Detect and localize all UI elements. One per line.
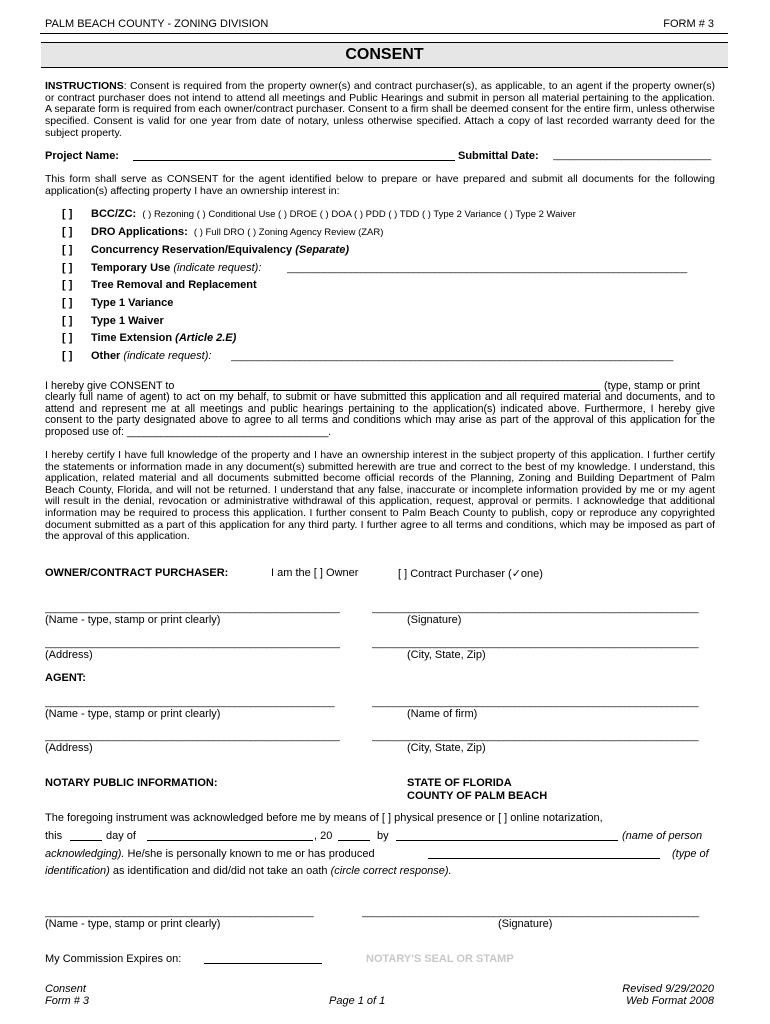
checklist-bcc [91,208,576,220]
agent-city-caption: (City, State, Zip) [407,742,486,754]
notary-oath: as identification and did/did not take an oath [109,865,331,877]
notary-commission-field[interactable] [204,963,322,964]
footer-right-2: Web Format 2008 [626,995,714,1007]
header-rule [40,33,728,34]
footer-left-2: Form # 3 [45,995,90,1007]
consent-body [45,392,715,439]
submittal-date-field[interactable]: ______________________________ [553,150,711,161]
checklist-concurrency [91,244,349,256]
notary-person-field[interactable] [396,840,618,841]
notary-signature-field[interactable]: ________________________________________________________________ [362,907,699,918]
owner-signature-field[interactable]: ______________________________________________________________ [372,603,699,614]
checklist-type1-waiver: Type 1 Waiver [91,315,164,327]
checklist-dro [91,226,383,238]
notary-county: COUNTY OF PALM BEACH [407,790,548,802]
title-bar [41,42,728,68]
other-label: Other [91,350,121,362]
project-name-field[interactable] [133,160,455,161]
notary-by: by [377,830,389,842]
concurrency-label: Concurrency Reservation/Equivalency [91,244,293,256]
page-title: CONSENT [345,46,424,63]
owner-label: OWNER/CONTRACT PURCHASER: [45,567,229,579]
bcc-options: ( ) Rezoning ( ) Conditional Use ( ) DROE ( ) DOA ( ) PDD ( ) TDD ( ) Type 2 Variance ( ) Type 2 Waiver [142,209,576,220]
notary-line1: The foregoing instrument was acknowledged before me by means of [ ] physical presence or [ ] online notarization, [45,812,603,824]
notary-identification: identification) [45,865,110,877]
dro-options: ( ) Full DRO ( ) Zoning Agency Review (ZAR) [193,227,384,238]
notary-commission-label: My Commission Expires on: [45,953,182,965]
checkbox-bcc[interactable]: [ ] [62,208,73,220]
agent-name-field-2[interactable]: _______________________________________________________ [45,697,335,708]
notary-type-of: (type of [672,848,709,860]
owner-address-field[interactable]: ________________________________________________________ [45,638,340,649]
checkbox-tree[interactable]: [ ] [62,279,73,291]
owner-address-caption: (Address) [45,649,93,661]
notary-id-field[interactable] [428,858,660,859]
agent-city-field[interactable]: ______________________________________________________________ [372,731,699,742]
checkbox-type1-variance[interactable]: [ ] [62,297,73,309]
agent-label: AGENT: [45,672,86,684]
notary-month-field[interactable] [147,840,313,841]
proposed-use-field[interactable]: ____________________________________. [126,426,331,439]
checklist-temporary-use [91,262,261,274]
agent-firm-field[interactable]: ______________________________________________________________ [372,697,699,708]
checkbox-time-extension[interactable]: [ ] [62,332,73,344]
notary-line3 [45,848,375,860]
temporary-use-note: (indicate request): [173,262,262,274]
owner-iam[interactable]: I am the [ ] Owner [271,567,359,579]
checkbox-temporary-use[interactable]: [ ] [62,262,73,274]
temporary-use-label: Temporary Use [91,262,171,274]
checklist-type1-variance: Type 1 Variance [91,297,174,309]
instructions-text: : Consent is required from the property owner(s) and contract purchaser(s), as applicable, to an agent if the property owner(s) or contract purchaser does not intend to attend all meetings and Public Hearings and submit in person all material pertaining to the application. A separate form is required from each owner/contract purchaser. Consent to a firm shall be deemed consent for the entire firm, unless otherwise specified. Consent is valid for one year from date of notary, unless otherwise specified. Attach a copy of last recorded warranty deed for the subject property. [45,80,715,139]
agent-address-caption: (Address) [45,742,93,754]
notary-year-prefix: , 20 [314,830,333,842]
consent-start: I hereby give CONSENT to [45,380,175,392]
instructions-label: INSTRUCTIONS [45,80,124,92]
notary-name-field[interactable]: ___________________________________________________ [45,907,314,918]
footer-left-1: Consent [45,983,86,995]
notary-label: NOTARY PUBLIC INFORMATION: [45,777,218,789]
owner-city-caption: (City, State, Zip) [407,649,486,661]
notary-line4 [45,865,452,877]
notary-day-of: day of [106,830,136,842]
checkbox-type1-waiver[interactable]: [ ] [62,315,73,327]
checkbox-dro[interactable]: [ ] [62,226,73,238]
notary-year-field[interactable] [338,840,370,841]
checklist-time-extension [91,332,236,344]
checkbox-concurrency[interactable]: [ ] [62,244,73,256]
notary-signature-caption: (Signature) [498,918,553,930]
notary-state: STATE OF FLORIDA [407,777,512,789]
notary-seal-placeholder: NOTARY'S SEAL OR STAMP [366,953,514,965]
agent-name-caption: (Name - type, stamp or print clearly) [45,708,221,720]
other-note: (indicate request): [123,350,212,362]
project-name-label: Project Name: [45,150,119,162]
agent-firm-caption: (Name of firm) [407,708,478,720]
time-extension-label: Time Extension [91,332,173,344]
owner-name-caption: (Name - type, stamp or print clearly) [45,614,221,626]
owner-name-field[interactable]: ________________________________________________________ [45,603,340,614]
submittal-date-label: Submittal Date: [458,150,539,162]
concurrency-note: (Separate) [295,244,349,256]
consent-rest-first: (type, stamp or print [604,380,701,392]
notary-this: this [45,830,63,842]
notary-circle: (circle correct response). [330,865,452,877]
temporary-use-field[interactable]: ____________________________________________________________________________ [287,263,687,274]
checklist-tree: Tree Removal and Replacement [91,279,257,291]
bcc-label: BCC/ZC: [91,208,137,220]
intro-text: This form shall serve as CONSENT for the agent identified below to prepare or have prepared and submit all documents for the following application(s) affecting property I have an ownership interest in: [45,173,715,197]
header-form-number: FORM # 3 [663,18,714,30]
owner-contract-purchaser[interactable]: [ ] Contract Purchaser (✓one) [398,568,543,580]
notary-name-of-person: (name of person [622,830,703,842]
footer-page-number: Page 1 of 1 [329,995,386,1007]
consent-body-text: clearly full name of agent) to act on my behalf, to submit or have submitted this application and all required material and documents, and to attend and represent me at all meetings and public hearings pertaining to the application(s) indicated above. Furthermore, I hereby give consent to the party designated above to agree to all terms and conditions which may arise as part of the approval of this application for the proposed use of: [45,391,715,439]
instructions [45,81,715,140]
notary-produced: He/she is personally known to me or has produced [124,848,375,860]
header-agency: PALM BEACH COUNTY - ZONING DIVISION [45,18,269,30]
checkbox-other[interactable]: [ ] [62,350,73,362]
owner-signature-caption: (Signature) [407,614,462,626]
dro-label: DRO Applications: [91,226,188,238]
owner-city-field[interactable]: ______________________________________________________________ [372,638,699,649]
other-field[interactable]: ____________________________________________________________________________________ [231,351,673,362]
notary-name-caption: (Name - type, stamp or print clearly) [45,918,221,930]
notary-acknowledging: acknowledging). [45,848,125,860]
checklist-other [91,350,211,362]
certify-paragraph: I hereby certify I have full knowledge of the property and I have an ownership interest in the subject property of this application. I further certify the statements or information made in any document(s) submitted herewith are true and correct to the best of my knowledge. I understand, this application, related material and all documents submitted become official records of the Planning, Zoning and Building Department of Palm Beach County, Florida, and will not be returned. I understand that any false, inaccurate or incomplete information provided by me or my agent will result in the denial, revocation or administrative withdrawal of this application, request, approval or permits. I acknowledge that additional information may be required to process this application. I further consent to Palm Beach County to publish, copy or reproduce any copyrighted document submitted as a part of this application for any third party. I further agree to all terms and conditions, which may be imposed as part of the approval of this application. [45,449,715,543]
footer-right-1: Revised 9/29/2020 [622,983,714,995]
notary-day-field[interactable] [70,840,102,841]
agent-address-field[interactable]: ________________________________________________________ [45,731,340,742]
time-extension-note: (Article 2.E) [175,332,237,344]
